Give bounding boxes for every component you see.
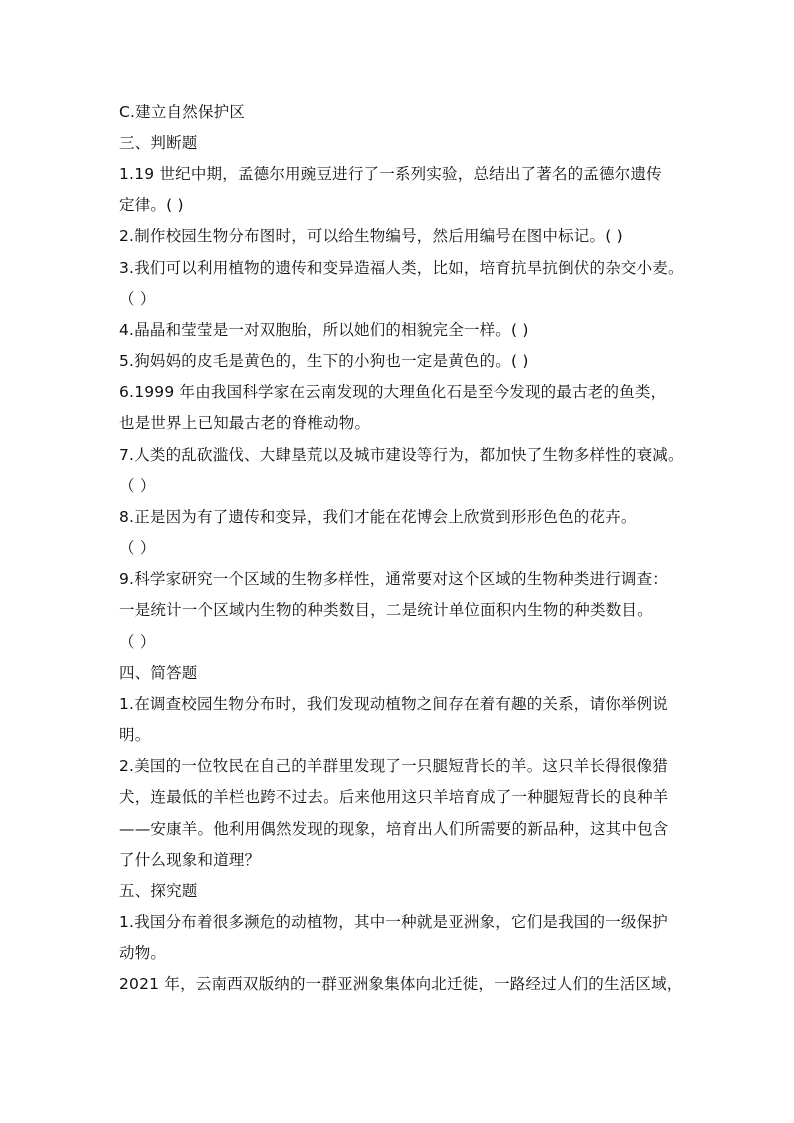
text-line: 2.制作校园生物分布图时，可以给生物编号，然后用编号在图中标记。( ) [119,227,623,245]
text-line: 2021 年，云南西双版纳的一群亚洲象集体向北迁徙，一路经过人们的生活区域， [119,975,683,993]
text-line: 定律。( ) [119,196,184,214]
text-line: 1.19 世纪中期，孟德尔用豌豆进行了一系列实验，总结出了著名的孟德尔遗传 [119,165,662,183]
text-line: 动物。 [119,944,167,962]
section-heading: 三、判断题 [119,134,198,152]
text-line: 明。 [119,726,151,744]
text-line: 犬，连最低的羊栏也跨不过去。后来他用这只羊培育成了一种腿短背长的良种羊 [119,788,669,806]
text-line: 2.美国的一位牧民在自己的羊群里发现了一只腿短背长的羊。这只羊长得很像猎 [119,757,668,775]
text-line: （ ） [119,290,156,308]
text-line: 1.我国分布着很多濒危的动植物，其中一种就是亚洲象，它们是我国的一级保护 [119,913,668,931]
text-line: 8.正是因为有了遗传和变异，我们才能在花博会上欣赏到形形色色的花卉。 [119,508,637,526]
text-line: 3.我们可以利用植物的遗传和变异造福人类，比如，培育抗旱抗倒伏的杂交小麦。 [119,259,684,277]
section-heading: 五、探究题 [119,882,198,900]
text-line: 一是统计一个区域内生物的种类数目，二是统计单位面积内生物的种类数目。 [119,601,653,619]
text-line: 5.狗妈妈的皮毛是黄色的，生下的小狗也一定是黄色的。( ) [119,352,529,370]
text-line: 9.科学家研究一个区域的生物多样性，通常要对这个区域的生物种类进行调查： [119,570,668,588]
text-line: （ ） [119,633,156,651]
text-line: 4.晶晶和莹莹是一对双胞胎，所以她们的相貌完全一样。( ) [119,321,529,339]
text-line: C.建立自然保护区 [119,103,246,121]
text-line: 6.1999 年由我国科学家在云南发现的大理鱼化石是至今发现的最古老的鱼类， [119,383,667,401]
text-line: 也是世界上已知最古老的脊椎动物。 [119,414,371,432]
section-heading: 四、简答题 [119,664,198,682]
text-line: 了什么现象和道理？ [119,851,261,869]
text-line: ——安康羊。他利用偶然发现的现象，培育出人们所需要的新品种，这其中包含 [119,820,669,838]
text-line: 7.人类的乱砍滥伐、大肆垦荒以及城市建设等行为，都加快了生物多样性的衰减。 [119,446,684,464]
text-line: （ ） [119,477,156,495]
text-line: （ ） [119,539,156,557]
text-line: 1.在调查校园生物分布时，我们发现动植物之间存在着有趣的关系，请你举例说 [119,695,668,713]
